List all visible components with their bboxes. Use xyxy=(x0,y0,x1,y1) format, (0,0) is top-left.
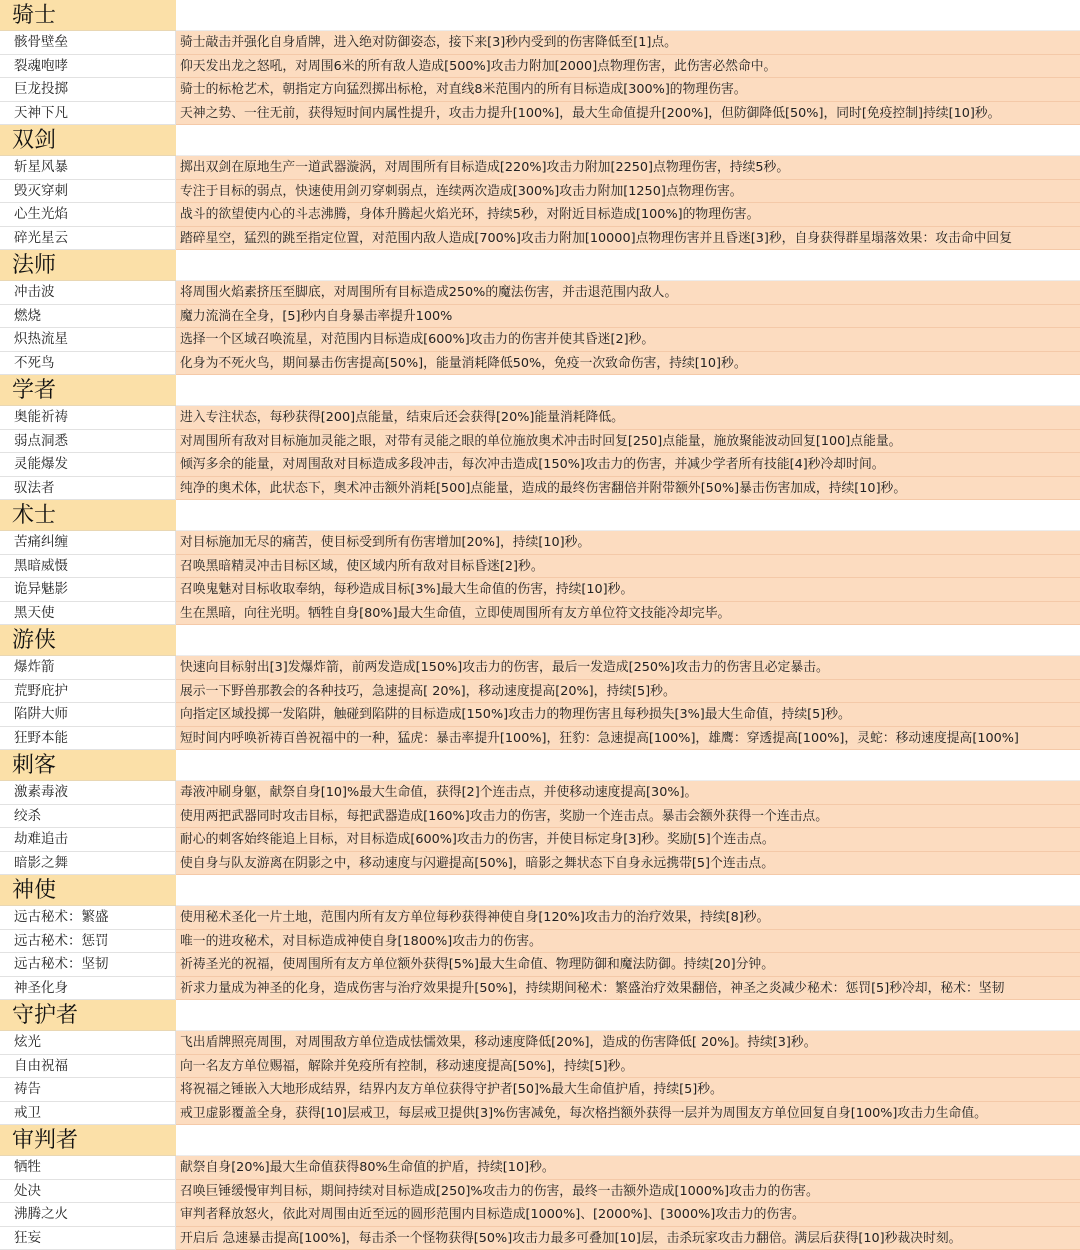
skill-description: 展示一下野兽那教会的各种技巧，急速提高[ 20%]，移动速度提高[20%]，持续[5]秒。 xyxy=(176,680,1080,704)
skill-name: 暗影之舞 xyxy=(0,852,176,876)
skill-description: 使自身与队友游离在阴影之中，移动速度与闪避提高[50%]，暗影之舞状态下自身永远携带[5]个连击点。 xyxy=(176,852,1080,876)
skill-name: 不死鸟 xyxy=(0,352,176,376)
skill-name: 心生光焰 xyxy=(0,203,176,227)
skill-name: 黑暗威慑 xyxy=(0,555,176,579)
skill-description: 召唤黑暗精灵冲击目标区域，使区域内所有敌对目标昏迷[2]秒。 xyxy=(176,555,1080,579)
class-header-blank xyxy=(176,1125,1080,1156)
skill-description: 献祭自身[20%]最大生命值获得80%生命值的护盾，持续[10]秒。 xyxy=(176,1156,1080,1180)
skill-row xyxy=(0,781,1080,805)
skill-row xyxy=(0,453,1080,477)
skill-row xyxy=(0,703,1080,727)
skill-row xyxy=(0,1055,1080,1079)
skill-name: 激素毒液 xyxy=(0,781,176,805)
skill-name: 荒野庇护 xyxy=(0,680,176,704)
skill-description: 天神之势、一往无前，获得短时间内属性提升，攻击力提升[100%]，最大生命值提升[200%]，但防御降低[50%]，同时[免疫控制]持续[10]秒。 xyxy=(176,102,1080,126)
skill-name: 驭法者 xyxy=(0,477,176,501)
class-header-row xyxy=(0,1000,1080,1031)
skill-row xyxy=(0,852,1080,876)
class-header-blank xyxy=(176,0,1080,31)
skill-description: 使用秘术圣化一片土地，范围内所有友方单位每秒获得神使自身[120%]攻击力的治疗效果，持续[8]秒。 xyxy=(176,906,1080,930)
skill-description: 对目标施加无尽的痛苦，使目标受到所有伤害增加[20%]，持续[10]秒。 xyxy=(176,531,1080,555)
skill-description: 仰天发出龙之怒吼，对周围6米的所有敌人造成[500%]攻击力附加[2000]点物理伤害，此伤害必然命中。 xyxy=(176,55,1080,79)
class-name: 神使 xyxy=(0,875,176,906)
skill-description: 选择一个区域召唤流星，对范围内目标造成[600%]攻击力的伤害并使其昏迷[2]秒。 xyxy=(176,328,1080,352)
skill-row xyxy=(0,156,1080,180)
skill-description: 倾泻多余的能量，对周围敌对目标造成多段冲击，每次冲击造成[150%]攻击力的伤害，并减少学者所有技能[4]秒冷却时间。 xyxy=(176,453,1080,477)
skill-row xyxy=(0,1078,1080,1102)
skill-description: 战斗的欲望使内心的斗志沸腾，身体升腾起火焰光环，持续5秒，对附近目标造成[100%]的物理伤害。 xyxy=(176,203,1080,227)
class-name: 术士 xyxy=(0,500,176,531)
skill-description: 骑士的标枪艺术，朝指定方向猛烈掷出标枪，对直线8米范围内的所有目标造成[300%]的物理伤害。 xyxy=(176,78,1080,102)
skill-description: 魔力流淌在全身，[5]秒内自身暴击率提升100% xyxy=(176,305,1080,329)
class-header-blank xyxy=(176,375,1080,406)
class-header-row xyxy=(0,625,1080,656)
class-name: 审判者 xyxy=(0,1125,176,1156)
skill-description: 生在黑暗，向往光明。牺牲自身[80%]最大生命值，立即使周围所有友方单位符文技能冷却完毕。 xyxy=(176,602,1080,626)
skill-row xyxy=(0,180,1080,204)
skill-name: 陷阱大师 xyxy=(0,703,176,727)
class-name: 守护者 xyxy=(0,1000,176,1031)
class-header-blank xyxy=(176,1000,1080,1031)
skill-description: 审判者释放怒火，依此对周围由近至远的圆形范围内目标造成[1000%]、[2000%]、[3000%]攻击力的伤害。 xyxy=(176,1203,1080,1227)
skill-description: 对周围所有敌对目标施加灵能之眼，对带有灵能之眼的单位施放奥术冲击时回复[250]点能量，施放聚能波动回复[100]点能量。 xyxy=(176,430,1080,454)
skill-row xyxy=(0,828,1080,852)
skill-name: 祷告 xyxy=(0,1078,176,1102)
skill-row xyxy=(0,31,1080,55)
skill-name: 远古秘术：坚韧 xyxy=(0,953,176,977)
skill-name: 远古秘术：繁盛 xyxy=(0,906,176,930)
class-header-row xyxy=(0,750,1080,781)
skill-row xyxy=(0,727,1080,751)
class-header-blank xyxy=(176,250,1080,281)
class-header-blank xyxy=(176,125,1080,156)
skill-name: 狂妄 xyxy=(0,1227,176,1250)
skill-row xyxy=(0,602,1080,626)
skill-description: 纯净的奥术体，此状态下，奥术冲击额外消耗[500]点能量，造成的最终伤害翻倍并附带额外[50%]暴击伤害加成，持续[10]秒。 xyxy=(176,477,1080,501)
skill-description: 开启后 急速暴击提高[100%]，每击杀一个怪物获得[50%]攻击力最多可叠加[10]层，击杀玩家攻击力翻倍。满层后获得[10]秒裁决时刻。 xyxy=(176,1227,1080,1250)
skill-description: 专注于目标的弱点，快速使用剑刃穿刺弱点，连续两次造成[300%]攻击力附加[1250]点物理伤害。 xyxy=(176,180,1080,204)
skill-name: 弱点洞悉 xyxy=(0,430,176,454)
skill-name: 绞杀 xyxy=(0,805,176,829)
skill-row xyxy=(0,906,1080,930)
class-header-row xyxy=(0,1125,1080,1156)
skill-name: 裂魂咆哮 xyxy=(0,55,176,79)
skill-row xyxy=(0,1227,1080,1250)
skill-name: 黑天使 xyxy=(0,602,176,626)
class-header-row xyxy=(0,250,1080,281)
skill-row xyxy=(0,555,1080,579)
skill-description: 进入专注状态，每秒获得[200]点能量，结束后还会获得[20%]能量消耗降低。 xyxy=(176,406,1080,430)
skill-description: 将周围火焰素挤压至脚底，对周围所有目标造成250%的魔法伤害，并击退范围内敌人。 xyxy=(176,281,1080,305)
skill-row xyxy=(0,1203,1080,1227)
class-name: 刺客 xyxy=(0,750,176,781)
skill-description: 骑士敲击并强化自身盾牌，进入绝对防御姿态，接下来[3]秒内受到的伤害降低至[1]点。 xyxy=(176,31,1080,55)
skill-description: 使用两把武器同时攻击目标，每把武器造成[160%]攻击力的伤害，奖励一个连击点。暴击会额外获得一个连击点。 xyxy=(176,805,1080,829)
class-header-row xyxy=(0,0,1080,31)
class-name: 游侠 xyxy=(0,625,176,656)
class-name: 骑士 xyxy=(0,0,176,31)
skill-description: 向指定区域投掷一发陷阱，触碰到陷阱的目标造成[150%]攻击力的物理伤害且每秒损失[3%]最大生命值，持续[5]秒。 xyxy=(176,703,1080,727)
skill-name: 苦痛纠缠 xyxy=(0,531,176,555)
skill-name: 爆炸箭 xyxy=(0,656,176,680)
skill-row xyxy=(0,680,1080,704)
skill-description: 化身为不死火鸟，期间暴击伤害提高[50%]，能量消耗降低50%，免疫一次致命伤害，持续[10]秒。 xyxy=(176,352,1080,376)
class-header-blank xyxy=(176,625,1080,656)
skill-name: 燃烧 xyxy=(0,305,176,329)
skill-description: 快速向目标射出[3]发爆炸箭，前两发造成[150%]攻击力的伤害，最后一发造成[250%]攻击力的伤害且必定暴击。 xyxy=(176,656,1080,680)
skill-name: 远古秘术：惩罚 xyxy=(0,930,176,954)
skill-name: 戒卫 xyxy=(0,1102,176,1126)
skill-row xyxy=(0,1180,1080,1204)
skill-description: 短时间内呼唤祈祷百兽祝福中的一种，猛虎：暴击率提升[100%]，狂豹：急速提高[100%]，雄鹰：穿透提高[100%]，灵蛇：移动速度提高[100%] xyxy=(176,727,1080,751)
skill-name: 沸腾之火 xyxy=(0,1203,176,1227)
skill-row xyxy=(0,1031,1080,1055)
skill-description: 掷出双剑在原地生产一道武器漩涡，对周围所有目标造成[220%]攻击力附加[2250]点物理伤害，持续5秒。 xyxy=(176,156,1080,180)
class-header-row xyxy=(0,375,1080,406)
skill-row xyxy=(0,656,1080,680)
skill-name: 诡异魅影 xyxy=(0,578,176,602)
skill-name: 骸骨壁垒 xyxy=(0,31,176,55)
skill-name: 神圣化身 xyxy=(0,977,176,1001)
skill-name: 冲击波 xyxy=(0,281,176,305)
skill-description: 召唤鬼魅对目标收取奉纳，每秒造成目标[3%]最大生命值的伤害，持续[10]秒。 xyxy=(176,578,1080,602)
class-name: 双剑 xyxy=(0,125,176,156)
skill-row xyxy=(0,977,1080,1001)
skill-description: 耐心的刺客始终能追上目标，对目标造成[600%]攻击力的伤害，并使目标定身[3]秒。奖励[5]个连击点。 xyxy=(176,828,1080,852)
skill-name: 碎光星云 xyxy=(0,227,176,251)
skill-row xyxy=(0,55,1080,79)
skill-name: 斩星风暴 xyxy=(0,156,176,180)
class-header-blank xyxy=(176,875,1080,906)
skill-description: 将祝福之锤嵌入大地形成结界，结界内友方单位获得守护者[50]%最大生命值护盾，持续[5]秒。 xyxy=(176,1078,1080,1102)
skill-row xyxy=(0,531,1080,555)
skill-row xyxy=(0,102,1080,126)
class-name: 学者 xyxy=(0,375,176,406)
skill-row xyxy=(0,1156,1080,1180)
skill-name: 牺牲 xyxy=(0,1156,176,1180)
skill-description: 戒卫虚影覆盖全身，获得[10]层戒卫，每层戒卫提供[3]%伤害减免，每次格挡额外获得一层并为周围友方单位回复自身[100%]攻击力生命值。 xyxy=(176,1102,1080,1126)
skill-row xyxy=(0,305,1080,329)
skill-row xyxy=(0,1102,1080,1126)
skill-row xyxy=(0,227,1080,251)
skill-name: 毁灭穿刺 xyxy=(0,180,176,204)
skill-row xyxy=(0,203,1080,227)
skill-description: 毒液冲刷身躯，献祭自身[10]%最大生命值，获得[2]个连击点，并使移动速度提高[30%]。 xyxy=(176,781,1080,805)
class-header-row xyxy=(0,125,1080,156)
class-header-blank xyxy=(176,750,1080,781)
skill-row xyxy=(0,805,1080,829)
class-header-blank xyxy=(176,500,1080,531)
skill-name: 劫难追击 xyxy=(0,828,176,852)
skill-name: 天神下凡 xyxy=(0,102,176,126)
skill-row xyxy=(0,328,1080,352)
skill-row xyxy=(0,430,1080,454)
skill-row xyxy=(0,406,1080,430)
skill-row xyxy=(0,953,1080,977)
class-header-row xyxy=(0,500,1080,531)
skill-row xyxy=(0,352,1080,376)
skill-name: 灵能爆发 xyxy=(0,453,176,477)
skill-name: 奥能祈祷 xyxy=(0,406,176,430)
skill-name: 炫光 xyxy=(0,1031,176,1055)
class-name: 法师 xyxy=(0,250,176,281)
skill-name: 巨龙投掷 xyxy=(0,78,176,102)
skill-description: 踏碎星空，猛烈的跳至指定位置，对范围内敌人造成[700%]攻击力附加[10000]点物理伤害并且昏迷[3]秒，自身获得群星塌落效果：攻击命中回复 xyxy=(176,227,1080,251)
skill-description: 祈祷圣光的祝福，使周围所有友方单位额外获得[5%]最大生命值、物理防御和魔法防御。持续[20]分钟。 xyxy=(176,953,1080,977)
skill-name: 处决 xyxy=(0,1180,176,1204)
skill-row xyxy=(0,930,1080,954)
skill-row xyxy=(0,281,1080,305)
class-header-row xyxy=(0,875,1080,906)
skill-row xyxy=(0,578,1080,602)
skill-description: 祈求力量成为神圣的化身，造成伤害与治疗效果提升[50%]，持续期间秘术：繁盛治疗效果翻倍，神圣之炎减少秘术：惩罚[5]秒冷却，秘术：坚韧 xyxy=(176,977,1080,1001)
skill-description: 唯一的进攻秘术，对目标造成神使自身[1800%]攻击力的伤害。 xyxy=(176,930,1080,954)
skill-description: 飞出盾牌照亮周围，对周围敌方单位造成怯懦效果，移动速度降低[20%]，造成的伤害降低[ 20%]。持续[3]秒。 xyxy=(176,1031,1080,1055)
skill-name: 炽热流星 xyxy=(0,328,176,352)
skill-row xyxy=(0,477,1080,501)
skill-description: 向一名友方单位赐福，解除并免疫所有控制，移动速度提高[50%]，持续[5]秒。 xyxy=(176,1055,1080,1079)
skill-description: 召唤巨锤缓慢审判目标，期间持续对目标造成[250]%攻击力的伤害，最终一击额外造成[1000%]攻击力的伤害。 xyxy=(176,1180,1080,1204)
skill-name: 自由祝福 xyxy=(0,1055,176,1079)
skill-name: 狂野本能 xyxy=(0,727,176,751)
skill-row xyxy=(0,78,1080,102)
